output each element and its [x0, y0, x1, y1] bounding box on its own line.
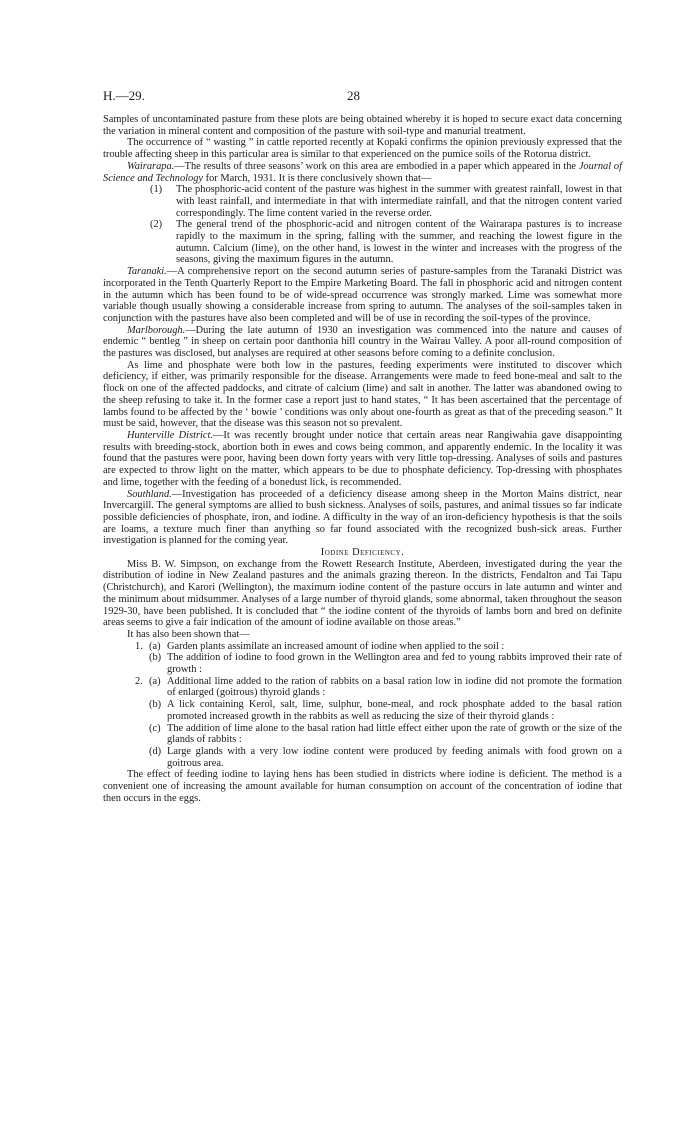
list-item: [103, 699, 622, 722]
list-item-text: The addition of iodine to food grown in the Wellington area and fed to young rabbits improved their rate of growth :: [167, 652, 622, 676]
wairarapa-list: [103, 184, 622, 266]
list-item-text: The phosphoric-acid content of the pasture was highest in the summer with greatest rainfall, lowest in that with least rainfall, and intermediate in that with intermediate rainfall, and that the nitrogen content varied correspondingly. The lime content varied in the reverse order.: [176, 184, 622, 219]
list-item-text: Additional lime added to the ration of rabbits on a basal ration low in iodine did not promote the formation of enlarged (goitrous) thyroid glands :: [167, 675, 622, 699]
paragraph-southland: [103, 489, 622, 548]
list-item: [103, 184, 622, 219]
list-item-text: Large glands with a very low iodine content were produced by feeding animals with food grown on a goitrous area.: [167, 745, 622, 769]
document-code: H.—29.: [103, 88, 145, 103]
list-item-number: 1.: [135, 640, 143, 652]
paragraph-lime-phosphate: As lime and phosphate were both low in the pastures, feeding experiments were instituted to discover which deficiency, if either, was primarily responsible for the disease. Arrangements were made to feed bone-meal and salt to the flock on one of the affected paddocks, and citrate of calcium (lime) and salt in another. The latter was abandoned owing to the sheep refusing to take it. In the former case a report just to hand states, “ It has been ascertained that the percentage of lambs found to be affected by the ‘ bowie ’ conditions was only about one-fourth as great as that of the preceding season.” It must be said, however, that the disease was this season not so prevalent.: [103, 359, 622, 430]
list-item-label: (2): [150, 219, 163, 231]
iodine-list: [103, 641, 622, 770]
list-item: [103, 652, 622, 675]
paragraph-hunterville: [103, 430, 622, 489]
list-item-label: (b): [149, 699, 162, 711]
paragraph-shown: It has also been shown that—: [127, 628, 250, 640]
wairarapa-heading: Wairarapa.: [127, 160, 175, 172]
wairarapa-text-b: for March, 1931. It is there conclusively shown that—: [203, 172, 432, 184]
list-item-label: (a): [149, 640, 161, 652]
list-item-label: (a): [149, 675, 161, 687]
hunterville-text: —It was recently brought under notice that certain areas near Rangiwahia gave disappointing results with breeding-stock, abortion both in ewes and cows being common, and apparently endemic. In the locality it was found that the pastures were poor, having been down forty years with very little top-dressing. Analyses of soils and pastures are expected to throw light on the matter, which appears to be due to phosphate deficiency. Top-dressing with phosphates and lime, together with the feeding of a bonedust lick, is recommended.: [103, 429, 622, 488]
southland-heading: Southland.: [127, 488, 172, 500]
body-text: [103, 114, 622, 804]
marlborough-text: —During the late autumn of 1930 an investigation was commenced into the nature and causes of endemic “ bentleg ” in sheep on certain poor danthonia hill country in the Wairau Valley. A poor all-round composition of the pastures was disclosed, but analyses are required at other seasons before coming to a definite conclusion.: [103, 324, 622, 360]
list-item: [103, 641, 622, 653]
list-item: [103, 746, 622, 769]
list-item-text: Garden plants assimilate an increased amount of iodine when applied to the soil :: [167, 640, 505, 652]
paragraph-simpson: Miss B. W. Simpson, on exchange from the Rowett Research Institute, Aberdeen, investigated during the year the distribution of iodine in New Zealand pastures and the animals grazing thereon. In the districts, Fendalton and Tai Tapu (Christchurch), and Karori (Wellington), the maximum iodine content of the pasture occurs in late autumn and winter and the minimum about midsummer. Analyses of a large number of thyroid glands, some abnormal, taken throughout the season 1929-30, have been published. It is concluded that “ the iodine content of the thyroids of lambs born and bred on definite areas seems to give a fair indication of the amount of iodine available on those areas.”: [103, 558, 622, 629]
section-heading-iodine: Iodine Deficiency.: [320, 547, 405, 559]
list-item: [103, 219, 622, 266]
list-item-label: (1): [150, 184, 163, 196]
list-item-label: (d): [149, 745, 162, 757]
list-item: [103, 676, 622, 699]
hunterville-heading: Hunterville District.: [127, 429, 214, 441]
wairarapa-text-a: —The results of three seasons’ work on this area are embodied in a paper which appeared in the: [174, 160, 579, 172]
taranaki-heading: Taranaki.: [127, 266, 167, 278]
taranaki-text: —A comprehensive report on the second autumn series of pasture-samples from the Taranaki District was incorporated in the Tenth Quarterly Report to the Empire Marketing Board. The fall in phosphoric acid and nitrogen content in the autumn which has been found to be of wide-spread occurrence was strongly marked. Lime was somewhat more variable though usually showing a considerable increase from spring to autumn. The analyses of the soil-samples taken in conjunction with the pastures have also been completed and will be of use in recording the soil-types of the province.: [103, 266, 622, 324]
paragraph-hens: The effect of feeding iodine to laying hens has been studied in districts where iodine is deficient. The method is a convenient one of increasing the amount available for human consumption on account of the concentration of iodine that then occurs in the eggs.: [103, 769, 622, 804]
page-header: [103, 88, 622, 108]
paragraph-wairarapa: [103, 161, 622, 184]
list-item-text: A lick containing Kerol, salt, lime, sulphur, bone-meal, and rock phosphate added to the basal ration promoted increased growth in the rabbits as well as reducing the size of their thyroid glands :: [167, 699, 622, 722]
list-item-text: The addition of lime alone to the basal ration had little effect either upon the rate of growth or the size of the glands of rabbits :: [167, 722, 622, 746]
marlborough-heading: Marlborough.: [127, 324, 186, 336]
paragraph-taranaki: [103, 266, 622, 325]
page-number: 28: [347, 88, 360, 103]
list-item: [103, 723, 622, 746]
paragraph-marlborough: [103, 325, 622, 360]
paragraph-wasting: The occurrence of “ wasting ” in cattle reported recently at Kopaki confirms the opinion previously expressed that the trouble affecting sheep in this particular area is similar to that experienced on the pumice soils of the Rotorua district.: [103, 137, 622, 161]
list-item-number: 2.: [135, 675, 143, 687]
paragraph-samples: Samples of uncontaminated pasture from these plots are being obtained whereby it is hoped to secure exact data concerning the variation in mineral content and composition of the pasture with soil-type and manurial treatment.: [103, 114, 622, 137]
list-item-label: (c): [149, 722, 161, 734]
list-item-text: The general trend of the phosphoric-acid and nitrogen content of the Wairarapa pastures is to increase rapidly to the maximum in the spring, falling with the summer, and reaching the lowest figure in the autumn. Calcium (lime), on the other hand, is lowest in the winter and increases with the progress of the seasons, giving the maximum figures in the autumn.: [176, 219, 622, 266]
journal-title: Journal of Science and Technology: [103, 160, 622, 184]
southland-text: —Investigation has proceeded of a deficiency disease among sheep in the Morton Mains district, near Invercargill. The general symptoms are allied to bush sickness. Analyses of soils, pastures, and animal tissues so far indicate possible deficiencies of phosphate, iron, and iodine. A difficulty in the way of an iron-deficiency hypothesis is that the soils are loams, a texture much finer than anything so far found associated with the recognized bush-sick areas. Further investigation is planned for the coming year.: [103, 488, 622, 547]
list-item-label: (b): [149, 652, 162, 664]
